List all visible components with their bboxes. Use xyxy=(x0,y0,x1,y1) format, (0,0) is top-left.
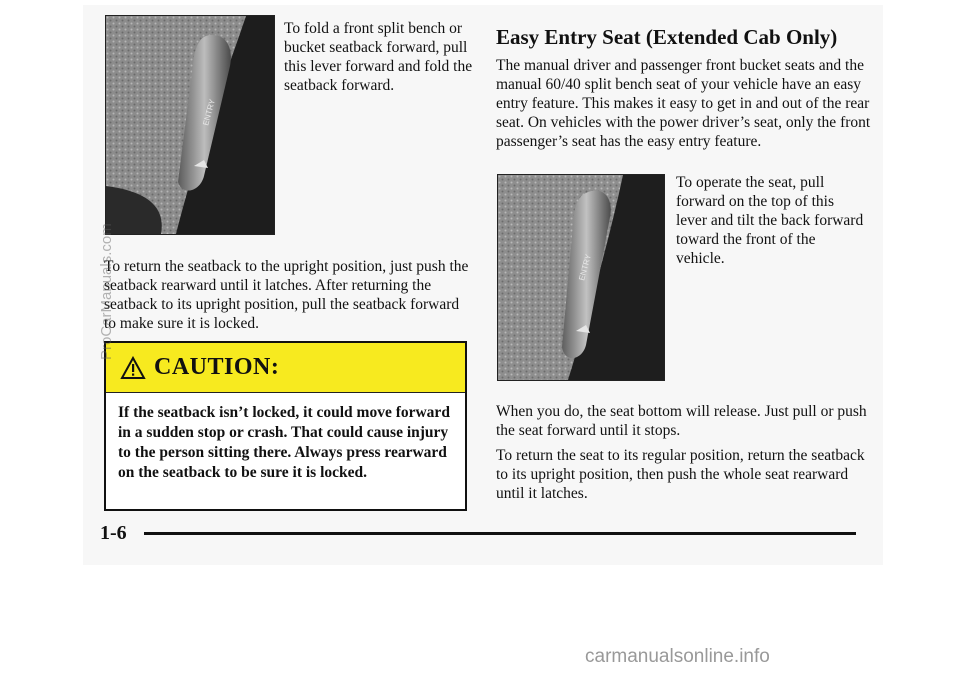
page-number: 1-6 xyxy=(100,522,127,544)
left-photo-caption: To fold a front split bench or bucket seatback forward, pull this lever forward and fold the seatback forward. xyxy=(284,20,473,94)
lever-label: ENTRY xyxy=(201,98,217,127)
lever-label: ENTRY xyxy=(577,253,593,282)
right-photo-caption: To operate the seat, pull forward on the top of this lever and tilt the back forward toward the front of the vehicle. xyxy=(676,174,864,267)
seatback-lever-photo xyxy=(105,15,275,235)
easy-entry-lever-photo xyxy=(497,174,665,381)
side-watermark: ProCarManuals.com xyxy=(98,223,115,360)
caution-text: If the seatback isn’t locked, it could move forward in a sudden stop or crash. That could cause injury to the person sitting there. Always press rearward on the seatback to be sure it is locked. xyxy=(118,404,450,481)
seat-release-paragraph: When you do, the seat bottom will release. Just pull or push the seat forward until it stops. xyxy=(496,403,867,439)
section-heading: Easy Entry Seat (Extended Cab Only) xyxy=(496,25,838,49)
return-seatback-paragraph: To return the seatback to the upright position, just push the seatback rearward until it latches. After returning the seatback to its upright position, pull the seatback forward to make sure it is locked. xyxy=(104,258,469,332)
warning-triangle-icon xyxy=(120,356,146,380)
caution-box xyxy=(104,341,467,511)
caution-title: CAUTION: xyxy=(154,354,280,380)
return-seat-paragraph: To return the seat to its regular position, return the seatback to its upright position, then push the whole seat rearward until it latches. xyxy=(496,447,865,502)
seat-lever-image xyxy=(106,16,274,234)
bottom-watermark: carmanualsonline.info xyxy=(585,646,770,667)
caution-header xyxy=(106,343,465,393)
footer-rule xyxy=(144,532,856,535)
easy-entry-intro: The manual driver and passenger front bucket seats and the manual 60/40 split bench seat of your vehicle have an easy entry feature. This makes it easy to get in and out of the rear seat. On vehicles with the power driver’s seat, only the front passenger’s seat has the easy entry feature. xyxy=(496,57,871,150)
entry-lever-image xyxy=(498,175,664,380)
